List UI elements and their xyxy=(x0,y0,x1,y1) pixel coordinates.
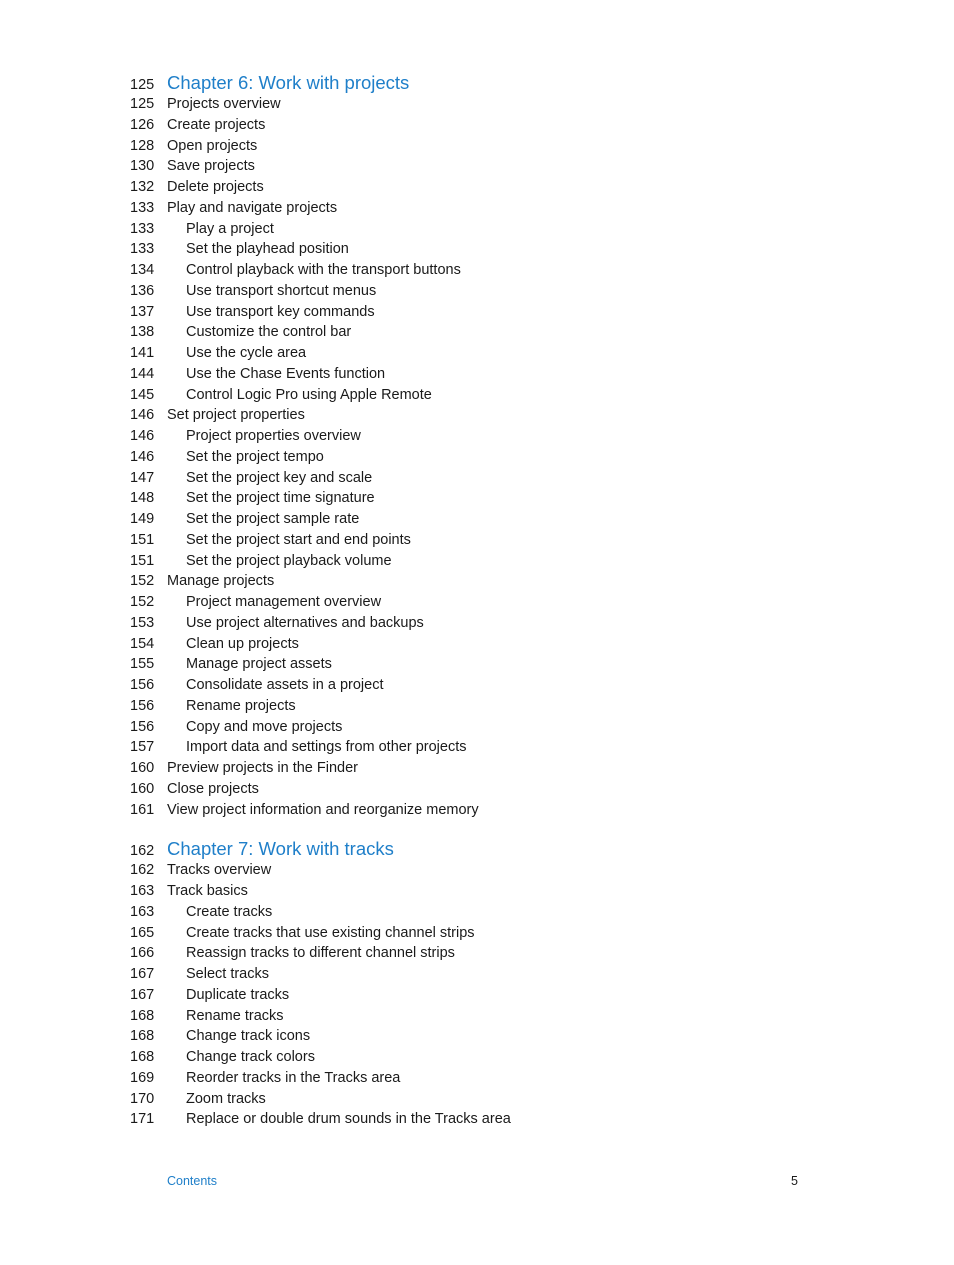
toc-entry-page-number: 138 xyxy=(130,324,155,341)
toc-entry[interactable] xyxy=(130,779,830,800)
toc-entry[interactable] xyxy=(130,530,830,551)
chapter-section xyxy=(130,72,830,820)
footer-section-label[interactable]: Contents xyxy=(167,1174,218,1188)
toc-entry-page-number: 133 xyxy=(130,220,155,237)
toc-entry-title-link[interactable]: Customize the control bar xyxy=(186,324,352,341)
toc-entry[interactable] xyxy=(130,551,830,572)
toc-entry-title-link[interactable]: Select tracks xyxy=(186,966,269,982)
toc-entry-page-number: 168 xyxy=(130,1049,155,1065)
toc-entry[interactable] xyxy=(130,654,830,675)
toc-entry-page-number: 156 xyxy=(130,697,155,714)
toc-entry-page-number: 166 xyxy=(130,945,155,962)
toc-entry-title-link[interactable]: Rename projects xyxy=(186,697,296,714)
toc-entry-page-number: 144 xyxy=(130,365,155,382)
toc-entry-page-number: 169 xyxy=(130,1069,155,1086)
toc-entry-title-link[interactable]: Tracks overview xyxy=(167,862,272,879)
toc-entry-title-link[interactable]: View project information and reorganize memory xyxy=(167,801,479,818)
toc-entry[interactable] xyxy=(130,405,830,426)
toc-entry-page-number: 155 xyxy=(130,656,155,673)
toc-entry[interactable] xyxy=(130,985,830,1006)
toc-entry-title-link[interactable]: Manage project assets xyxy=(186,656,332,673)
toc-entry-page-number: 148 xyxy=(130,490,155,507)
toc-entry-page-number: 152 xyxy=(130,573,155,590)
toc-entry[interactable] xyxy=(130,426,830,447)
toc-entry[interactable] xyxy=(130,613,830,634)
toc-entry-title-link[interactable]: Create projects xyxy=(167,116,266,133)
toc-entry-title-link[interactable]: Close projects xyxy=(167,780,259,797)
toc-entry-page-number: 130 xyxy=(130,158,155,175)
toc-entry-title-link[interactable]: Play a project xyxy=(186,220,274,237)
toc-entry[interactable] xyxy=(130,860,830,881)
toc-entry-title-link[interactable]: Delete projects xyxy=(167,179,264,195)
toc-entry-title-link[interactable]: Manage projects xyxy=(167,573,275,590)
toc-entry-title-link[interactable]: Clean up projects xyxy=(186,635,299,652)
toc-entry[interactable] xyxy=(130,592,830,613)
toc-entry-title-link[interactable]: Projects overview xyxy=(167,96,281,112)
toc-entry-page-number: 161 xyxy=(130,801,155,818)
toc-entry-title-link[interactable]: Create tracks xyxy=(186,903,273,920)
toc-entry-page-number: 168 xyxy=(130,1007,155,1024)
toc-entry[interactable] xyxy=(130,943,830,964)
chapter-page-number: 125 xyxy=(130,77,155,93)
toc-entry-title-link[interactable]: Set the project time signature xyxy=(186,490,375,507)
toc-entry[interactable] xyxy=(130,902,830,923)
toc-entry-title-link[interactable]: Use the cycle area xyxy=(186,345,307,361)
toc-entry-title-link[interactable]: Use project alternatives and backups xyxy=(186,614,424,631)
toc-entry[interactable] xyxy=(130,1006,830,1027)
toc-entry[interactable] xyxy=(130,156,830,177)
toc-entry[interactable] xyxy=(130,385,830,406)
toc-entry[interactable] xyxy=(130,260,830,281)
chapter-section xyxy=(130,838,830,1130)
toc-entry[interactable] xyxy=(130,509,830,530)
toc-entry-title-link[interactable]: Use transport key commands xyxy=(186,303,375,320)
toc-entry[interactable] xyxy=(130,1026,830,1047)
toc-entry[interactable] xyxy=(130,136,830,157)
toc-entry-title-link[interactable]: Set project properties xyxy=(167,407,305,424)
toc-entry-title-link[interactable]: Set the project tempo xyxy=(186,448,324,465)
table-of-contents xyxy=(130,72,830,1148)
toc-entry[interactable] xyxy=(130,302,830,323)
toc-entry[interactable] xyxy=(130,177,830,198)
toc-entry-title-link[interactable]: Change track icons xyxy=(186,1028,311,1045)
toc-entry[interactable] xyxy=(130,281,830,302)
toc-entry-page-number: 156 xyxy=(130,677,155,693)
toc-entry[interactable] xyxy=(130,571,830,592)
toc-entry-title-link[interactable]: Change track colors xyxy=(186,1049,315,1065)
toc-entry-page-number: 132 xyxy=(130,179,155,195)
toc-entry[interactable] xyxy=(130,1047,830,1068)
toc-entry-title-link[interactable]: Open projects xyxy=(167,137,258,154)
toc-entry-page-number: 151 xyxy=(130,531,155,548)
toc-entry-page-number: 133 xyxy=(130,241,155,258)
toc-entry[interactable] xyxy=(130,239,830,260)
toc-entry-page-number: 136 xyxy=(130,282,155,299)
chapter-title-link[interactable]: Chapter 7: Work with tracks xyxy=(167,838,394,860)
toc-entry-page-number: 146 xyxy=(130,407,155,424)
toc-entry[interactable] xyxy=(130,364,830,385)
toc-entry[interactable] xyxy=(130,488,830,509)
toc-entry-title-link[interactable]: Zoom tracks xyxy=(186,1090,266,1107)
toc-entry[interactable] xyxy=(130,447,830,468)
toc-entry-page-number: 125 xyxy=(130,96,155,112)
toc-entry-page-number: 165 xyxy=(130,924,155,941)
toc-entry-title-link[interactable]: Set the project start and end points xyxy=(186,531,411,548)
toc-entry-page-number: 149 xyxy=(130,511,155,527)
toc-entry-title-link[interactable]: Reassign tracks to different channel strips xyxy=(186,945,455,962)
toc-entry-title-link[interactable]: Project management overview xyxy=(186,594,382,610)
toc-entry[interactable] xyxy=(130,964,830,985)
toc-entry-page-number: 137 xyxy=(130,303,155,320)
toc-entry-page-number: 160 xyxy=(130,780,155,797)
chapter-heading[interactable] xyxy=(130,72,830,94)
toc-entry[interactable] xyxy=(130,1109,830,1130)
toc-entry-title-link[interactable]: Set the playhead position xyxy=(186,241,349,258)
toc-entry-title-link[interactable]: Save projects xyxy=(167,158,255,175)
toc-entry-title-link[interactable]: Copy and move projects xyxy=(186,718,343,735)
toc-entry-page-number: 154 xyxy=(130,635,155,652)
toc-entry[interactable] xyxy=(130,717,830,738)
toc-entry-title-link[interactable]: Use transport shortcut menus xyxy=(186,282,377,299)
toc-entry-page-number: 146 xyxy=(130,428,155,444)
toc-entry-title-link[interactable]: Preview projects in the Finder xyxy=(167,760,358,776)
toc-entry-title-link[interactable]: Reorder tracks in the Tracks area xyxy=(186,1069,401,1086)
toc-entry-page-number: 162 xyxy=(130,862,155,879)
toc-entry-title-link[interactable]: Set the project sample rate xyxy=(186,511,360,527)
toc-entry-title-link[interactable]: Consolidate assets in a project xyxy=(186,677,384,693)
toc-entry[interactable] xyxy=(130,675,830,696)
toc-entry-page-number: 147 xyxy=(130,469,155,486)
toc-entry[interactable] xyxy=(130,758,830,779)
toc-entry-title-link[interactable]: Import data and settings from other projects xyxy=(186,739,467,756)
toc-entry-title-link[interactable]: Replace or double drum sounds in the Tracks area xyxy=(186,1111,511,1128)
toc-entry-page-number: 171 xyxy=(130,1111,155,1128)
toc-entry-page-number: 145 xyxy=(130,386,155,403)
toc-entry-page-number: 146 xyxy=(130,448,155,465)
toc-entry-title-link[interactable]: Duplicate tracks xyxy=(186,986,290,1003)
toc-entry[interactable] xyxy=(130,737,830,758)
toc-entry-page-number: 134 xyxy=(130,262,155,278)
toc-entry-page-number: 167 xyxy=(130,986,155,1003)
toc-entry-page-number: 163 xyxy=(130,883,155,899)
toc-entry[interactable] xyxy=(130,1068,830,1089)
toc-entry[interactable] xyxy=(130,219,830,240)
chapter-page-number: 162 xyxy=(130,843,155,860)
chapter-title-link[interactable]: Chapter 6: Work with projects xyxy=(167,72,410,93)
toc-entry-page-number: 151 xyxy=(130,552,155,569)
footer-page-number: 5 xyxy=(791,1174,798,1188)
toc-entry-title-link[interactable]: Set the project key and scale xyxy=(186,469,373,486)
toc-entry[interactable] xyxy=(130,468,830,489)
toc-entry-page-number: 133 xyxy=(130,199,155,216)
toc-entry-page-number: 170 xyxy=(130,1090,155,1107)
toc-entry-title-link[interactable]: Set the project playback volume xyxy=(186,552,392,569)
toc-entry[interactable] xyxy=(130,198,830,219)
toc-entry[interactable] xyxy=(130,343,830,364)
toc-entry[interactable] xyxy=(130,634,830,655)
toc-entry[interactable] xyxy=(130,94,830,115)
toc-entry-title-link[interactable]: Control playback with the transport buttons xyxy=(186,262,461,278)
toc-entry-title-link[interactable]: Track basics xyxy=(167,883,248,899)
toc-entry[interactable] xyxy=(130,923,830,944)
toc-entry-page-number: 163 xyxy=(130,903,155,920)
toc-entry[interactable] xyxy=(130,322,830,343)
toc-entry[interactable] xyxy=(130,881,830,902)
toc-entry-page-number: 153 xyxy=(130,614,155,631)
toc-entry-page-number: 126 xyxy=(130,116,155,133)
toc-entry[interactable] xyxy=(130,800,830,821)
toc-entry-title-link[interactable]: Create tracks that use existing channel strips xyxy=(186,924,475,941)
toc-entry-title-link[interactable]: Play and navigate projects xyxy=(167,199,338,216)
toc-entry-title-link[interactable]: Rename tracks xyxy=(186,1007,284,1024)
toc-entry[interactable] xyxy=(130,1089,830,1110)
toc-entry-page-number: 128 xyxy=(130,137,155,154)
chapter-heading[interactable] xyxy=(130,838,830,860)
toc-entry-page-number: 156 xyxy=(130,718,155,735)
toc-entry[interactable] xyxy=(130,115,830,136)
toc-entry-page-number: 141 xyxy=(130,345,155,361)
toc-entry-page-number: 160 xyxy=(130,760,155,776)
toc-entry-title-link[interactable]: Control Logic Pro using Apple Remote xyxy=(186,386,432,403)
toc-entry[interactable] xyxy=(130,696,830,717)
toc-entry-page-number: 157 xyxy=(130,739,155,756)
toc-entry-title-link[interactable]: Project properties overview xyxy=(186,428,361,444)
toc-entry-page-number: 167 xyxy=(130,966,155,982)
toc-entry-title-link[interactable]: Use the Chase Events function xyxy=(186,365,386,382)
toc-entry-page-number: 152 xyxy=(130,594,155,610)
toc-entry-page-number: 168 xyxy=(130,1028,155,1045)
